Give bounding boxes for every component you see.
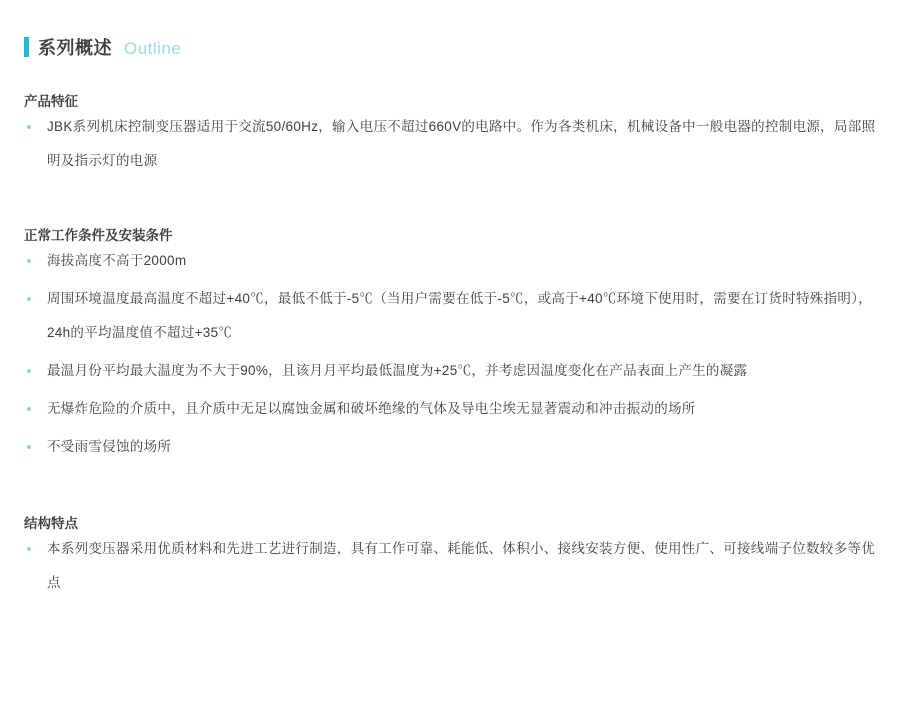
list-operating-conditions [24,244,876,464]
list-product-features [24,110,876,178]
list-item: 无爆炸危险的介质中，且介质中无足以腐蚀金属和破坏绝缘的气体及导电尘埃无显著震动和冲击振动的场所 [24,392,876,426]
list-item: 周围环境温度最高温度不超过+40℃，最低不低于-5℃（当用户需要在低于-5℃，或高于+40℃环境下使用时，需要在订货时特殊指明），24h的平均温度值不超过+35℃ [24,282,876,350]
list-item: 不受雨雪侵蚀的场所 [24,430,876,464]
list-item: JBK系列机床控制变压器适用于交流50/60Hz，输入电压不超过660V的电路中。作为各类机床，机械设备中一般电器的控制电源，局部照明及指示灯的电源 [24,110,876,178]
list-item: 本系列变压器采用优质材料和先进工艺进行制造，具有工作可靠、耗能低、体积小、接线安装方便、使用性广、可接线端子位数较多等优点 [24,532,876,600]
heading-operating-conditions: 正常工作条件及安装条件 [24,228,173,243]
section-title-en: Outline [124,39,182,58]
list-structure-features [24,532,876,600]
list-item: 最温月份平均最大温度为不大于90%，且该月月平均最低温度为+25℃，并考虑因温度变化在产品表面上产生的凝露 [24,354,876,388]
section-header [24,30,876,60]
heading-structure-features: 结构特点 [24,516,78,531]
heading-product-features: 产品特征 [24,94,78,109]
section-title-cn: 系列概述 [38,38,112,58]
list-item: 海拔高度不高于2000m [24,244,876,278]
accent-bar-icon [24,37,29,57]
